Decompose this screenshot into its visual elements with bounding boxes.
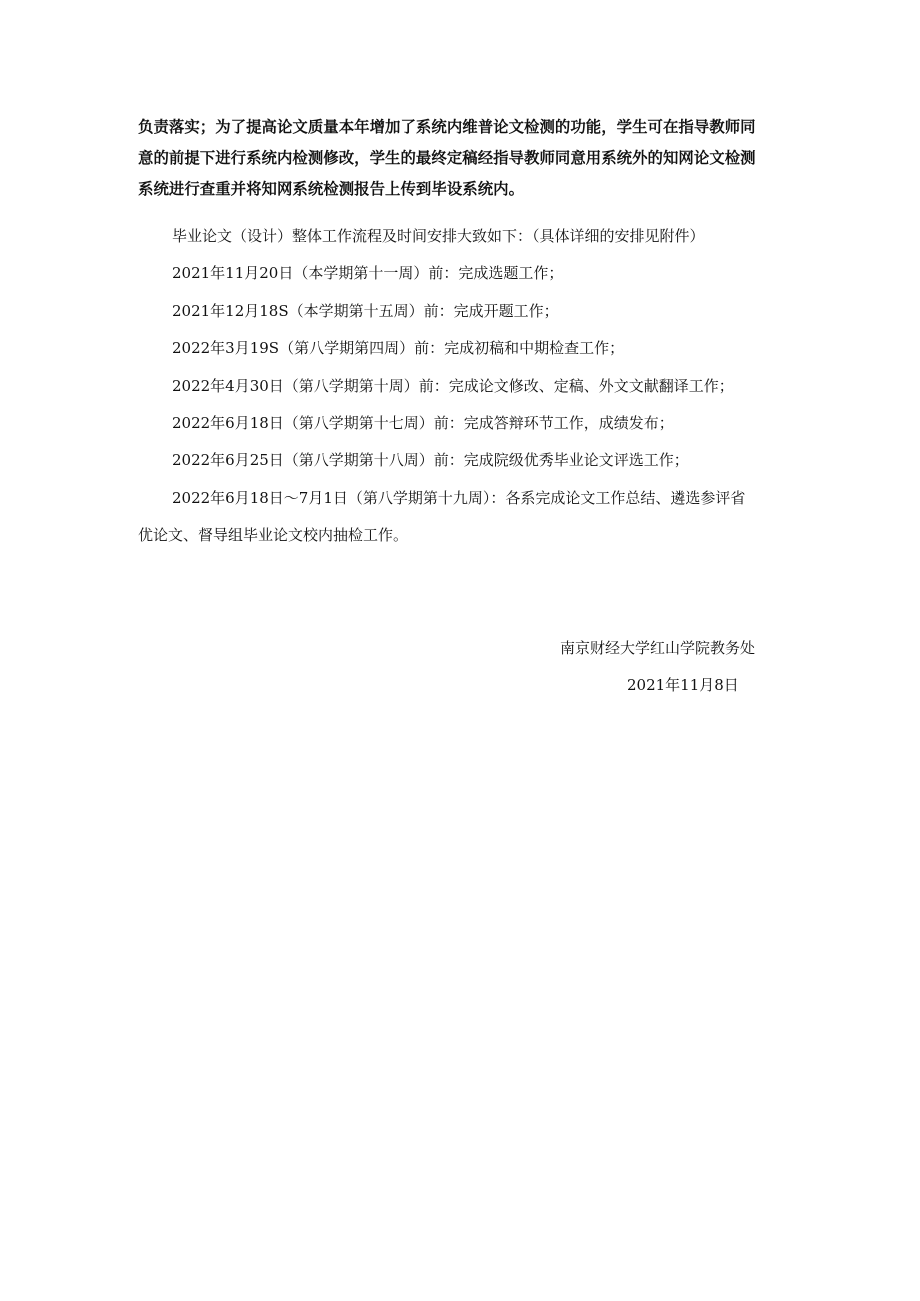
schedule-item: 2022年4月30日（第八学期第十周）前：完成论文修改、定稿、外文文献翻译工作； (172, 376, 734, 395)
issuing-office: 南京财经大学红山学院教务处 (560, 639, 756, 657)
schedule-heading: 毕业论文（设计）整体工作流程及时间安排大致如下：（具体详细的安排见附件） (172, 227, 705, 245)
intro-line: 意的前提下进行系统内检测修改，学生的最终定稿经指导教师同意用系统外的知网论文检测 (138, 149, 756, 167)
schedule-item: 2022年6月18日（第八学期第十七周）前：完成答辩环节工作，成绩发布； (172, 413, 674, 432)
schedule-item: 2021年11月20日（本学期第十一周）前：完成选题工作； (172, 264, 564, 283)
signature-block (560, 630, 820, 704)
schedule-item: 2021年12月18S（本学期第十五周）前：完成开题工作； (172, 301, 559, 320)
schedule-item: 2022年3月19S（第八学期第四周）前：完成初稿和中期检查工作； (172, 339, 625, 358)
intro-paragraph (138, 112, 828, 205)
intro-line: 系统进行查重并将知网系统检测报告上传到毕设系统内。 (138, 180, 525, 198)
intro-line: 负责落实；为了提高论文质量本年增加了系统内维普论文检测的功能，学生可在指导教师同 (138, 118, 756, 136)
issue-date: 2021年11月8日 (627, 676, 739, 694)
schedule-item: 2022年6月25日（第八学期第十八周）前：完成院级优秀毕业论文评选工作； (172, 451, 689, 470)
schedule-section (138, 218, 828, 555)
schedule-item-final-continuation: 优论文、督导组毕业论文校内抽检工作。 (138, 526, 409, 545)
schedule-item-final: 2022年6月18日～7月1日（第八学期第十九周）：各系完成论文工作总结、遴选参评省 (172, 488, 746, 507)
